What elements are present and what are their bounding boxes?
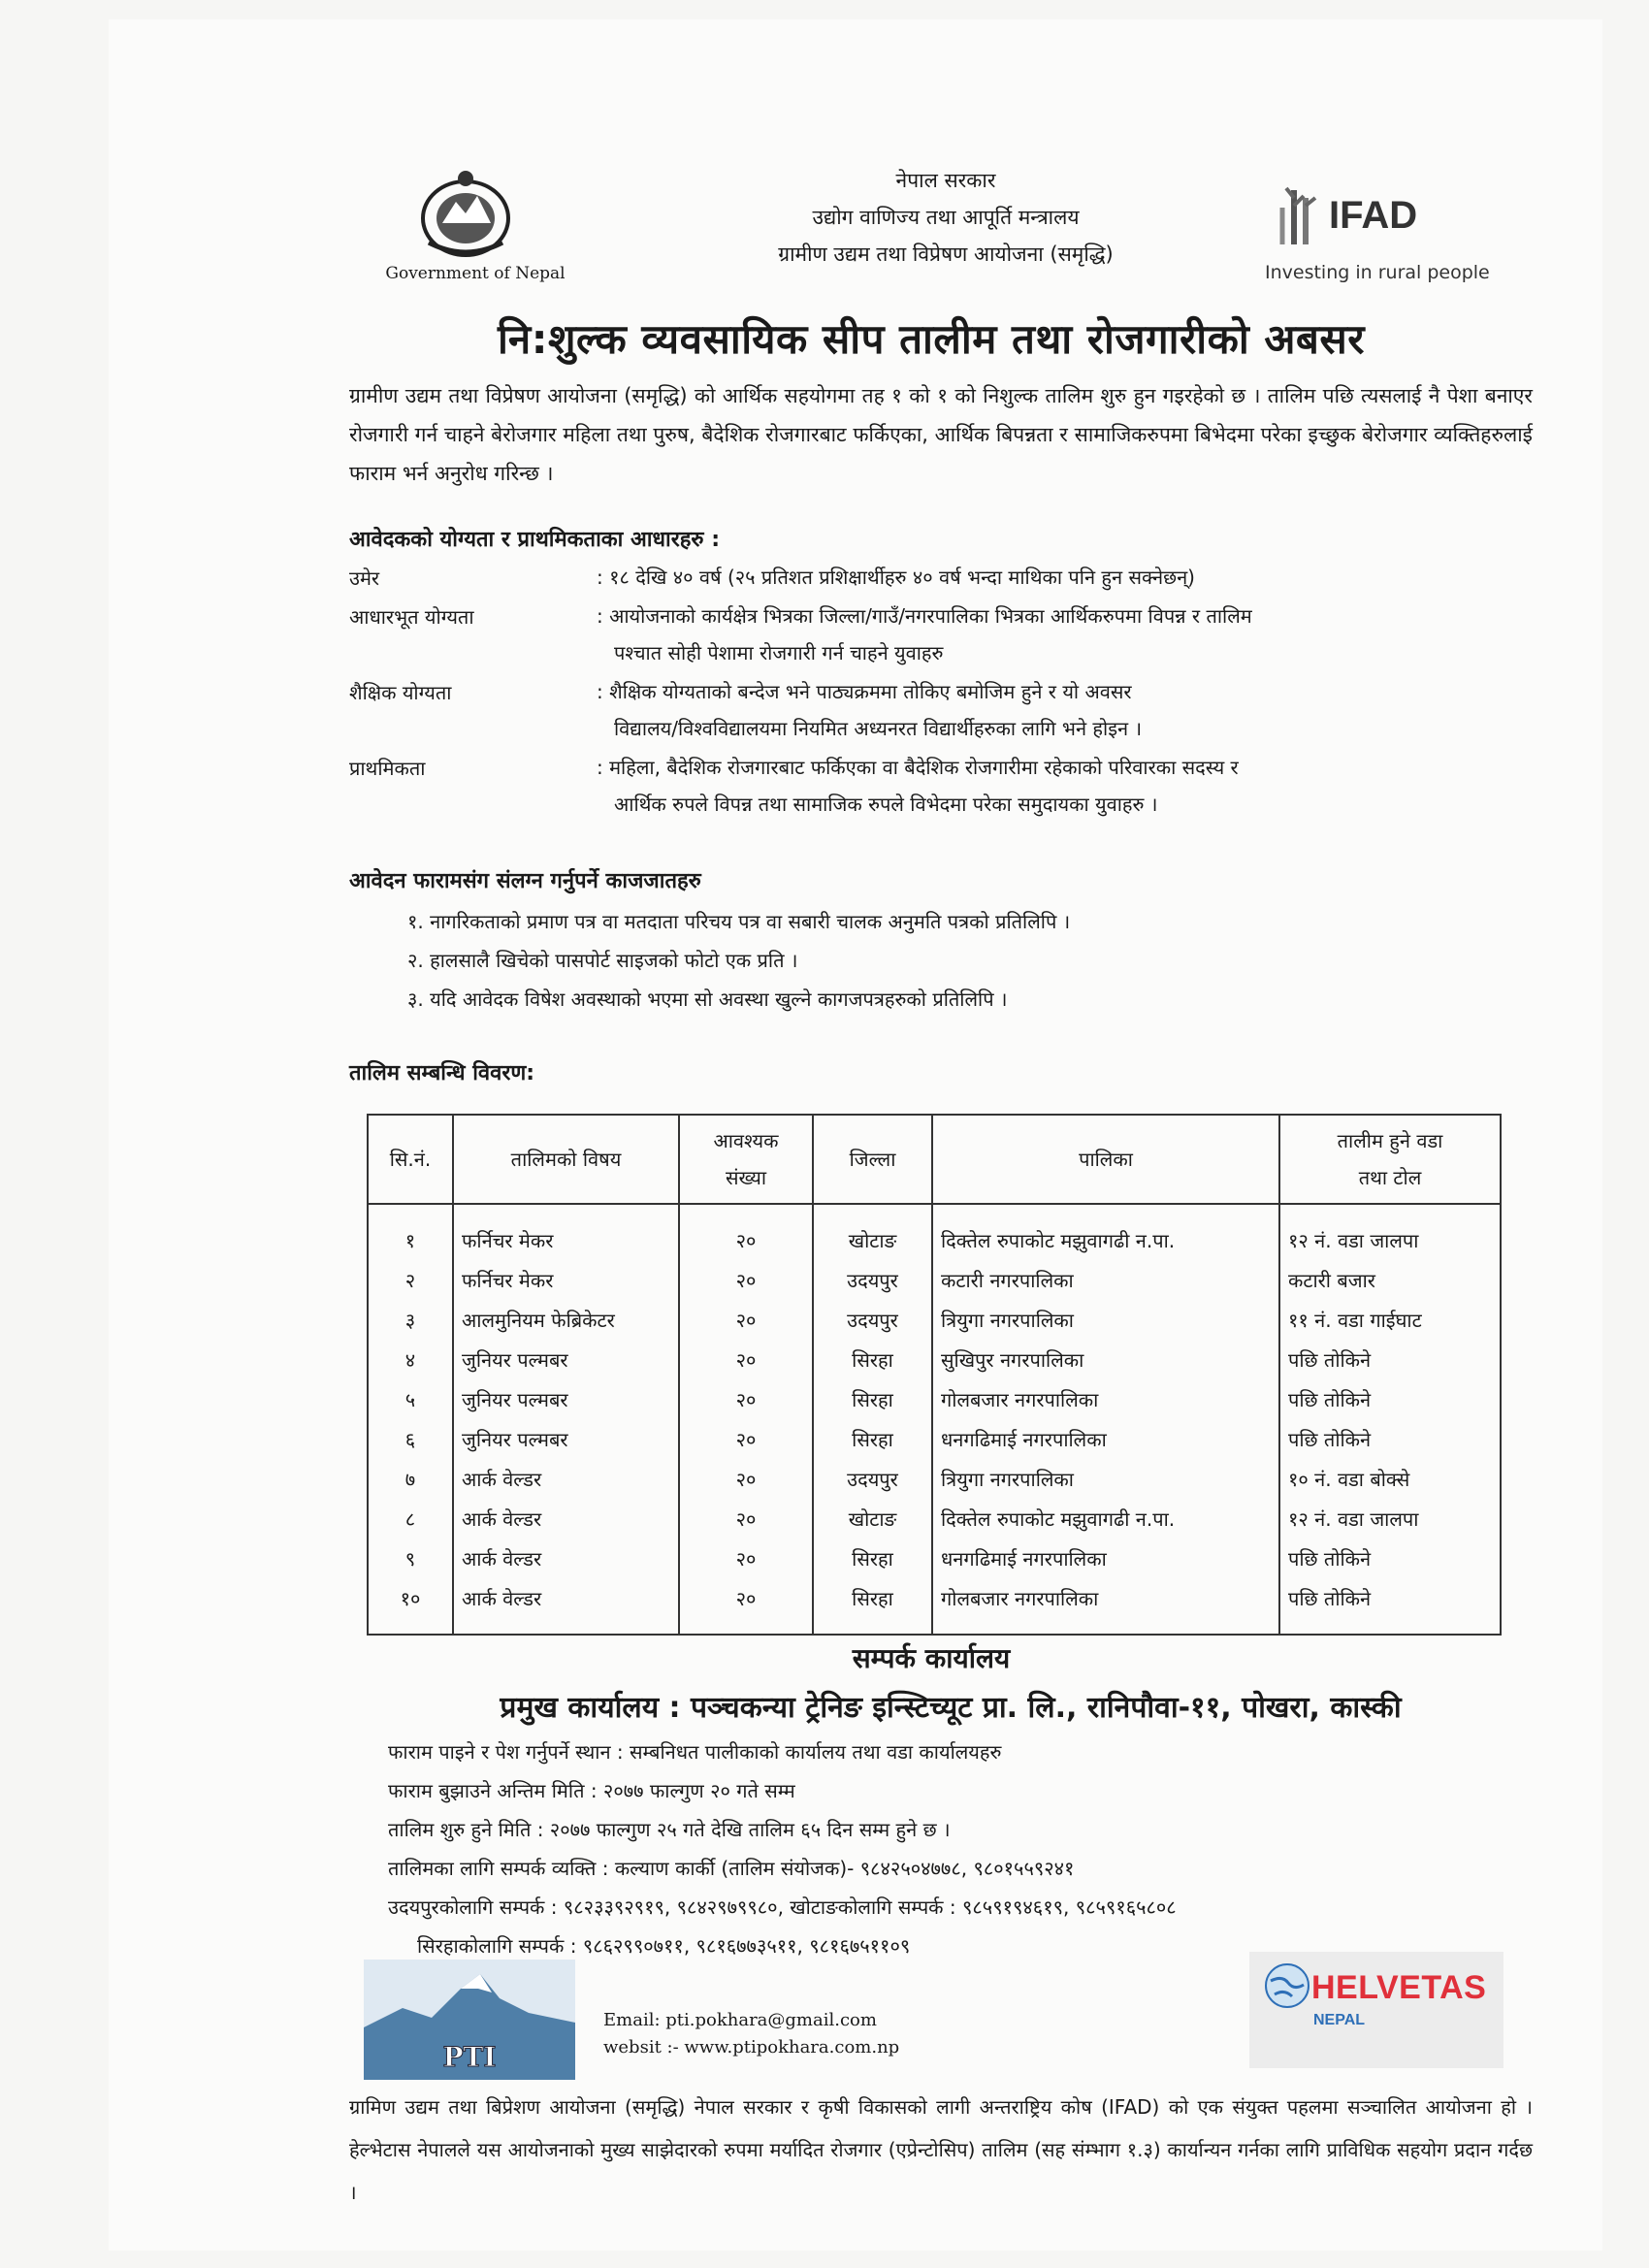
ifad-name: IFAD [1329,194,1418,237]
cell-subject: आर्क वेल्डर [453,1499,679,1539]
col-header-subject [453,1115,679,1204]
cell-serial: ७ [368,1459,453,1499]
col-header-count [679,1115,813,1204]
eligibility-value-basic [597,598,1547,671]
cell-serial: १ [368,1204,453,1260]
pti-email: Email: pti.pokhara@gmail.com [603,2010,877,2030]
cell-municipality: धनगढिमाई नगरपालिका [932,1419,1279,1459]
col-header-line: तालीम हुने वडा [1337,1129,1443,1152]
cell-count: २० [679,1379,813,1419]
cell-district: सिरहा [813,1379,932,1419]
cell-district: खोटाङ [813,1499,932,1539]
gov-line-3: ग्रामीण उद्यम तथा विप्रेषण आयोजना (समृद्धि) [778,243,1114,266]
cell-district: उदयपुर [813,1260,932,1300]
cell-ward: कटारी बजार [1279,1260,1501,1300]
cell-district: सिरहा [813,1419,932,1459]
training-heading: तालिम सम्बन्धि विवरण: [349,1061,535,1085]
cell-serial: १० [368,1578,453,1635]
col-header-serial [368,1115,453,1204]
cell-municipality: त्रियुगा नगरपालिका [932,1459,1279,1499]
table-header-row [368,1115,1501,1204]
cell-count: २० [679,1499,813,1539]
helvetas-sub: NEPAL [1313,2012,1366,2028]
table-row [368,1578,1501,1635]
training-table [367,1114,1502,1636]
cell-ward: १० नं. वडा बोक्से [1279,1459,1501,1499]
col-header-line: संख्या [726,1166,766,1189]
cell-serial: ३ [368,1300,453,1340]
ifad-logo [1265,180,1478,248]
col-header-ward [1279,1115,1501,1204]
col-header-municipality [932,1115,1279,1204]
page-title: नि:शुल्क व्यवसायिक सीप तालीम तथा रोजगारीको अबसर [498,315,1365,363]
cell-count: २० [679,1578,813,1635]
cell-district: उदयपुर [813,1300,932,1340]
col-header-line: तालिमको विषय [510,1148,622,1171]
contact-line-start-date: तालिम शुरु हुने मिति : २०७७ फाल्गुण २५ गते देखि तालिम ६५ दिन सम्म हुने छ । [388,1818,951,1841]
cell-subject: आर्क वेल्डर [453,1459,679,1499]
cell-serial: ५ [368,1379,453,1419]
cell-ward: १२ नं. वडा जालपा [1279,1499,1501,1539]
cell-municipality: गोलबजार नगरपालिका [932,1379,1279,1419]
cell-ward: पछि तोकिने [1279,1379,1501,1419]
gov-line-2: उद्योग वाणिज्य तथा आपूर्ति मन्त्रालय [812,206,1080,229]
pti-website: websit :- www.ptipokhara.com.np [603,2037,900,2057]
table-row [368,1379,1501,1419]
cell-subject: आर्क वेल्डर [453,1539,679,1578]
cell-district: सिरहा [813,1340,932,1379]
ifad-wheat-icon [1265,180,1335,248]
col-header-line: आवश्यक [713,1129,779,1152]
pti-logo [364,1960,575,2080]
cell-district: सिरहा [813,1578,932,1635]
emblem-caption: Government of Nepal [385,264,566,283]
eligibility-line: : आयोजनाको कार्यक्षेत्र भित्रका जिल्ला/गाउँ/नगरपालिका भित्रका आर्थिकरुपमा विपन्न र तालिम [597,604,1252,628]
table-row [368,1419,1501,1459]
cell-municipality: सुखिपुर नगरपालिका [932,1340,1279,1379]
head-office: प्रमुख कार्यालय : पञ्चकन्या ट्रेनिङ इन्स्टिच्यूट प्रा. लि., रानिपौवा-११, पोखरा, कास्की [500,1691,1402,1725]
table-row [368,1300,1501,1340]
table-row [368,1499,1501,1539]
eligibility-value-education [597,673,1547,747]
eligibility-line: : शैक्षिक योग्यताको बन्देज भने पाठ्यक्रममा तोकिए बमोजिम हुने र यो अवसर [597,680,1132,703]
eligibility-label-education: शैक्षिक योग्यता [349,681,452,704]
eligibility-line: विद्यालय/विश्वविद्यालयमा नियमित अध्यनरत विद्यार्थीहरुका लागि भने होइन । [614,717,1143,740]
cell-count: २० [679,1459,813,1499]
documents-heading: आवेदन फारामसंग संलग्न गर्नुपर्ने काजजातहरु [349,869,701,893]
cell-ward: १२ नं. वडा जालपा [1279,1204,1501,1260]
col-header-line: जिल्ला [849,1148,896,1171]
contact-line-person: तालिमका लागि सम्पर्क व्यक्ति : कल्याण कार्की (तालिम संयोजक)- ९८४२५०४७७८, ९८०१५५९२४१ [388,1857,1075,1880]
table-row [368,1260,1501,1300]
eligibility-value-age [597,559,1547,596]
cell-municipality: धनगढिमाई नगरपालिका [932,1539,1279,1578]
cell-municipality: त्रियुगा नगरपालिका [932,1300,1279,1340]
table-row [368,1204,1501,1260]
footer-paragraph: ग्रामिण उद्यम तथा बिप्रेशण आयोजना (समृद्धि) नेपाल सरकार र कृषी विकासको लागी अन्तराष्ट्रिय कोष (IFAD) को एक संयुक्त पहलमा सञ्चालित आयोजना हो । हेल्भेटास नेपालले यस आयोजनाको मुख्य साझेदारको रुपमा मर्यादित रोजगार (एप्रेन्टोसिप) तालिम (सह संम्भाग १.३) कार्यान्यन गर्नका लागि प्राविधिक सहयोग प्रदान गर्दछ । [349,2095,1533,2204]
table-row [368,1539,1501,1578]
cell-count: २० [679,1204,813,1260]
cell-subject: जुनियर पल्मबर [453,1379,679,1419]
nepal-emblem-icon [407,165,524,262]
col-header-line: सि.नं. [389,1148,432,1171]
cell-municipality: दिक्तेल रुपाकोट मझुवागढी न.पा. [932,1499,1279,1539]
cell-ward: पछि तोकिने [1279,1539,1501,1578]
cell-count: २० [679,1260,813,1300]
cell-count: २० [679,1340,813,1379]
contact-line-siraha: सिरहाकोलागि सम्पर्क : ९८६२९९०७११, ९८१६७७३५११, ९८१६७५११०९ [417,1934,911,1958]
cell-serial: २ [368,1260,453,1300]
intro-paragraph: ग्रामीण उद्यम तथा विप्रेषण आयोजना (समृद्धि) को आर्थिक सहयोगमा तह १ को १ को निशुल्क तालिम शुरु हुन गइरहेको छ । तालिम पछि त्यसलाई नै पेशा बनाएर रोजगारी गर्न चाहने बेरोजगार महिला तथा पुरुष, बैदेशिक रोजगारबाट फर्किएका, आर्थिक बिपन्नता र सामाजिकरुपमा बिभेदमा परेका इच्छुक बेरोजगार व्यक्तिहरुलाई फाराम भर्न अनुरोध गरिन्छ । [349,384,1533,485]
contact-line-deadline: फाराम बुझाउने अन्तिम मिति : २०७७ फाल्गुण २० गते सम्म [388,1779,795,1802]
cell-count: २० [679,1539,813,1578]
cell-serial: ६ [368,1419,453,1459]
document-item: १. नागरिकताको प्रमाण पत्र वा मतदाता परिचय पत्र वा सबारी चालक अनुमति पत्रको प्रतिलिपि । [407,910,1071,933]
eligibility-label-age: उमेर [349,567,380,590]
cell-subject: फर्निचर मेकर [453,1260,679,1300]
cell-count: २० [679,1300,813,1340]
cell-subject: आलमुनियम फेब्रिकेटर [453,1300,679,1340]
cell-subject: जुनियर पल्मबर [453,1419,679,1459]
eligibility-line: : महिला, बैदेशिक रोजगारबाट फर्किएका वा बैदेशिक रोजगारीमा रहेकाको परिवारका सदस्य र [597,756,1239,779]
cell-municipality: कटारी नगरपालिका [932,1260,1279,1300]
cell-ward: पछि तोकिने [1279,1578,1501,1635]
eligibility-line: : १८ देखि ४० वर्ष (२५ प्रतिशत प्रशिक्षार्थीहरु ४० वर्ष भन्दा माथिका पनि हुन सक्नेछन्) [597,566,1195,589]
cell-subject: फर्निचर मेकर [453,1204,679,1260]
cell-count: २० [679,1419,813,1459]
eligibility-line: पश्चात सोही पेशामा रोजगारी गर्न चाहने युवाहरु [614,641,944,664]
cell-ward: पछि तोकिने [1279,1419,1501,1459]
cell-subject: आर्क वेल्डर [453,1578,679,1635]
cell-ward: पछि तोकिने [1279,1340,1501,1379]
eligibility-label-basic: आधारभूत योग्यता [349,605,474,629]
cell-district: खोटाङ [813,1204,932,1260]
document-item: २. हालसालै खिचेको पासपोर्ट साइजको फोटो एक प्रति । [407,949,798,972]
col-header-line: तथा टोल [1358,1166,1422,1189]
cell-serial: ९ [368,1539,453,1578]
document-item: ३. यदि आवेदक विषेश अवस्थाको भएमा सो अवस्था खुल्ने कागजपत्रहरुको प्रतिलिपि । [407,988,1008,1011]
pti-logo-text: PTI [442,2041,497,2073]
cell-serial: ८ [368,1499,453,1539]
cell-district: उदयपुर [813,1459,932,1499]
contact-heading: सम्पर्क कार्यालय [852,1642,1011,1674]
cell-serial: ४ [368,1340,453,1379]
gov-line-1: नेपाल सरकार [895,169,996,192]
cell-ward: ११ नं. वडा गाईघाट [1279,1300,1501,1340]
cell-municipality: गोलबजार नगरपालिका [932,1578,1279,1635]
globe-icon [1263,1961,1311,2010]
contact-line-form-place: फाराम पाइने र पेश गर्नुपर्ने स्थान : सम्बनिधत पालीकाको कार्यालय तथा वडा कार्यालयहरु [388,1740,1002,1764]
eligibility-value-priority [597,749,1547,823]
eligibility-line: आर्थिक रुपले विपन्न तथा सामाजिक रुपले विभेदमा परेका समुदायका युवाहरु । [614,793,1158,816]
eligibility-heading: आवेदकको योग्यता र प्राथमिकताका आधारहरु : [349,528,721,552]
cell-subject: जुनियर पल्मबर [453,1340,679,1379]
table-row [368,1340,1501,1379]
helvetas-name: HELVETAS [1311,1969,1487,2006]
col-header-district [813,1115,932,1204]
cell-municipality: दिक्तेल रुपाकोट मझुवागढी न.पा. [932,1204,1279,1260]
cell-district: सिरहा [813,1539,932,1578]
eligibility-label-priority: प्राथमिकता [349,757,426,780]
col-header-line: पालिका [1079,1148,1133,1171]
table-row [368,1459,1501,1499]
ifad-tagline: Investing in rural people [1265,262,1490,283]
contact-line-udayapur-khotang: उदयपुरकोलागि सम्पर्क : ९८२३३९२९१९, ९८४२९७९९८०, खोटाङकोलागि सम्पर्क : ९८५९१९४६१९, ९८५९१६५८०८ [388,1895,1177,1919]
